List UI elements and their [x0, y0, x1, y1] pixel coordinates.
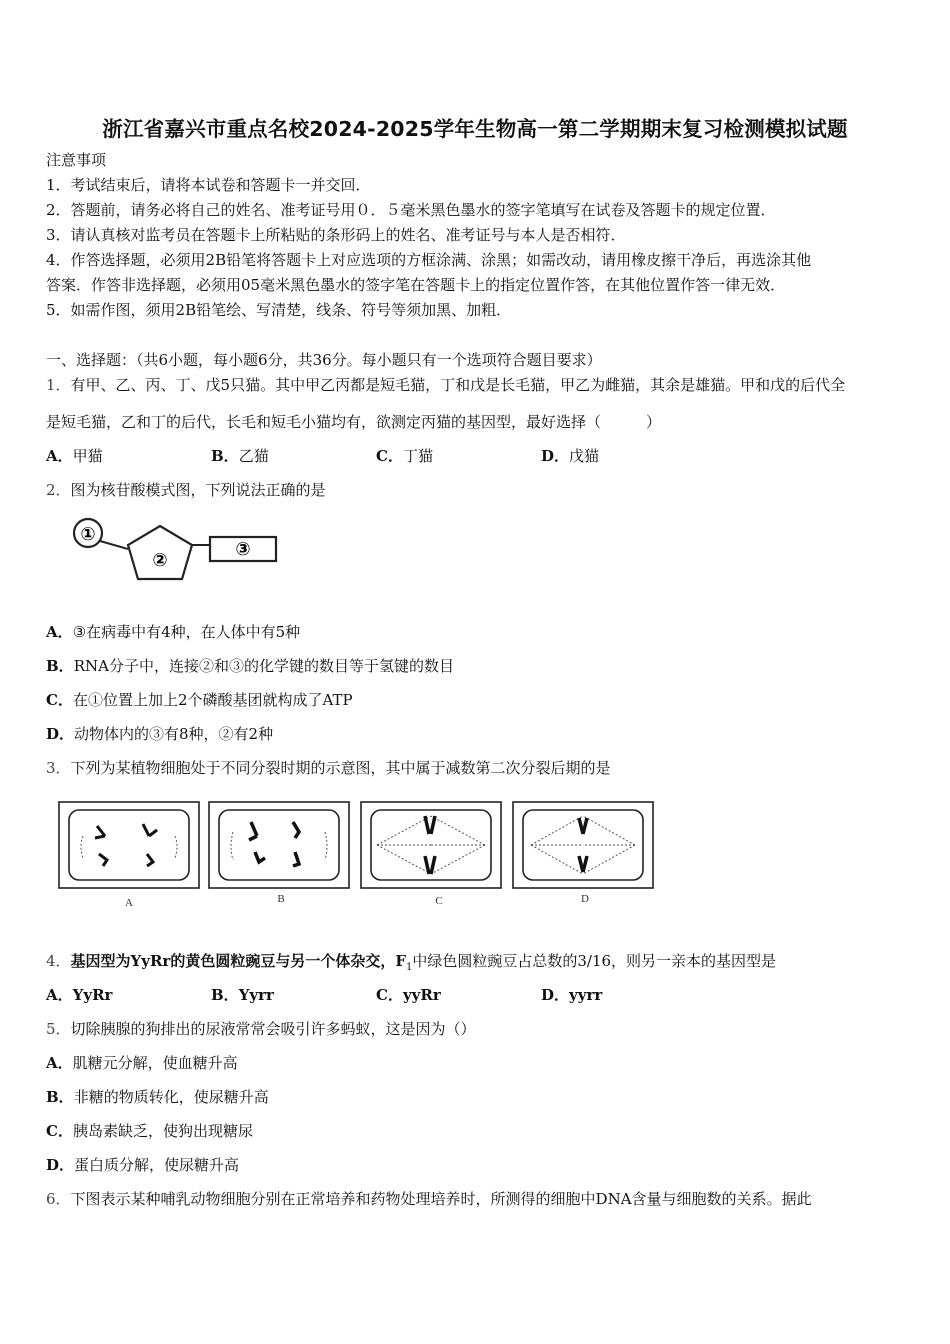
- question-text: 切除胰腺的狗排出的尿液常常会吸引许多蚂蚁，这是因为（）: [70, 1020, 476, 1038]
- question-4-stem: 4．基因型为YyRr的黄色圆粒豌豆与另一个体杂交，$F_1$中绿色圆粒豌豆占总数的3/16，则另一亲本的基因型是: [46, 952, 777, 973]
- cell-d: [513, 802, 653, 905]
- base-label: ③: [235, 539, 251, 560]
- notice-item: 3．请认真核对监考员在答题卡上所粘贴的条形码上的姓名、准考证号与本人是否相符．: [46, 226, 626, 244]
- q5-option-d[interactable]: D．蛋白质分解，使尿糖升高: [46, 1156, 240, 1174]
- svg-text:C: C: [435, 895, 443, 907]
- question-number: 1．: [46, 376, 71, 394]
- q4-option-c[interactable]: C．yyRr: [376, 986, 441, 1004]
- question-text: 下列为某植物细胞处于不同分裂时期的示意图，其中属于减数第二次分裂后期的是: [70, 759, 611, 777]
- page-title: 浙江省嘉兴市重点名校2024-2025学年生物高一第二学期期末复习检测模拟试题: [102, 117, 848, 141]
- q4-option-b[interactable]: B．Yyrr: [211, 986, 274, 1004]
- q2-option-a[interactable]: A．③在病毒中有4种，在人体中有5种: [46, 623, 301, 641]
- notice-heading: 注意事项: [46, 151, 107, 169]
- q4-option-d[interactable]: D．yyrr: [541, 986, 603, 1004]
- question-1-stem-cont: 是短毛猫，乙和丁的后代，长毛和短毛小猫均有，欲测定丙猫的基因型，最好选择（ ）: [46, 413, 662, 431]
- q1-option-a[interactable]: A．甲猫: [46, 447, 103, 465]
- question-6-stem: [46, 1189, 812, 1209]
- cell-b: [209, 802, 349, 905]
- question-number: 3．: [46, 759, 71, 777]
- question-number: 5．: [46, 1020, 71, 1038]
- cell-c: [361, 802, 501, 907]
- question-number: 4．: [46, 952, 71, 970]
- cell-division-figure: [55, 796, 655, 914]
- question-3-stem: [46, 758, 611, 778]
- nucleotide-diagram: [68, 512, 288, 592]
- q5-option-a[interactable]: A．肌糖元分解，使血糖升高: [46, 1054, 238, 1072]
- notice-item: 4．作答选择题，必须用2B铅笔将答题卡上对应选项的方框涂满、涂黑；如需改动，请用橡皮擦干净后，再选涂其他: [46, 251, 812, 269]
- q1-option-b[interactable]: B．乙猫: [211, 447, 269, 465]
- q1-option-c[interactable]: C．丁猫: [376, 447, 433, 465]
- svg-text:D: D: [581, 893, 589, 905]
- notice-item: 5．如需作图，须用2B铅笔绘、写清楚，线条、符号等须加黑、加粗．: [46, 301, 512, 319]
- q1-option-d[interactable]: D．戊猫: [541, 447, 600, 465]
- question-1-stem: [46, 375, 845, 395]
- q2-option-c[interactable]: C．在①位置上加上2个磷酸基团就构成了ATP: [46, 691, 353, 709]
- question-2-stem: [46, 480, 326, 500]
- question-text: 下图表示某种哺乳动物细胞分别在正常培养和药物处理培养时，所测得的细胞中DNA含量与细胞数的关系。据此: [70, 1190, 812, 1208]
- q2-option-b[interactable]: B．RNA分子中，连接②和③的化学键的数目等于氢键的数目: [46, 657, 454, 675]
- question-number: 6．: [46, 1190, 71, 1208]
- question-number: 2．: [46, 481, 71, 499]
- question-5-stem: [46, 1019, 476, 1039]
- cell-a: [59, 802, 199, 909]
- q4-option-a[interactable]: A．YyRr: [46, 986, 113, 1004]
- section-heading: 一、选择题：（共6小题，每小题6分，共36分。每小题只有一个选项符合题目要求）: [46, 351, 602, 369]
- question-text: 图为核苷酸模式图，下列说法正确的是: [70, 481, 326, 499]
- q5-option-b[interactable]: B．非糖的物质转化，使尿糖升高: [46, 1088, 269, 1106]
- sugar-label: ②: [152, 550, 168, 571]
- q5-option-c[interactable]: C．胰岛素缺乏，使狗出现糖尿: [46, 1122, 253, 1140]
- notice-item: 1．考试结束后，请将本试卷和答题卡一并交回．: [46, 176, 371, 194]
- svg-text:A: A: [125, 897, 133, 909]
- q2-option-d[interactable]: D．动物体内的③有8种，②有2种: [46, 725, 274, 743]
- svg-text:B: B: [277, 893, 285, 905]
- notice-item: 2．答题前，请务必将自己的姓名、准考证号用０．５毫米黑色墨水的签字笔填写在试卷及答题卡的规定位置．: [46, 201, 776, 219]
- question-text: 有甲、乙、丙、丁、戊5只猫。其中甲乙丙都是短毛猫，丁和戊是长毛猫，甲乙为雌猫，其余是雄猫。甲和戊的后代全: [70, 376, 846, 394]
- notice-item: 答案．作答非选择题，必须用05毫米黑色墨水的签字笔在答题卡上的指定位置作答，在其他位置作答一律无效．: [46, 276, 786, 294]
- phosphate-label: ①: [80, 524, 96, 545]
